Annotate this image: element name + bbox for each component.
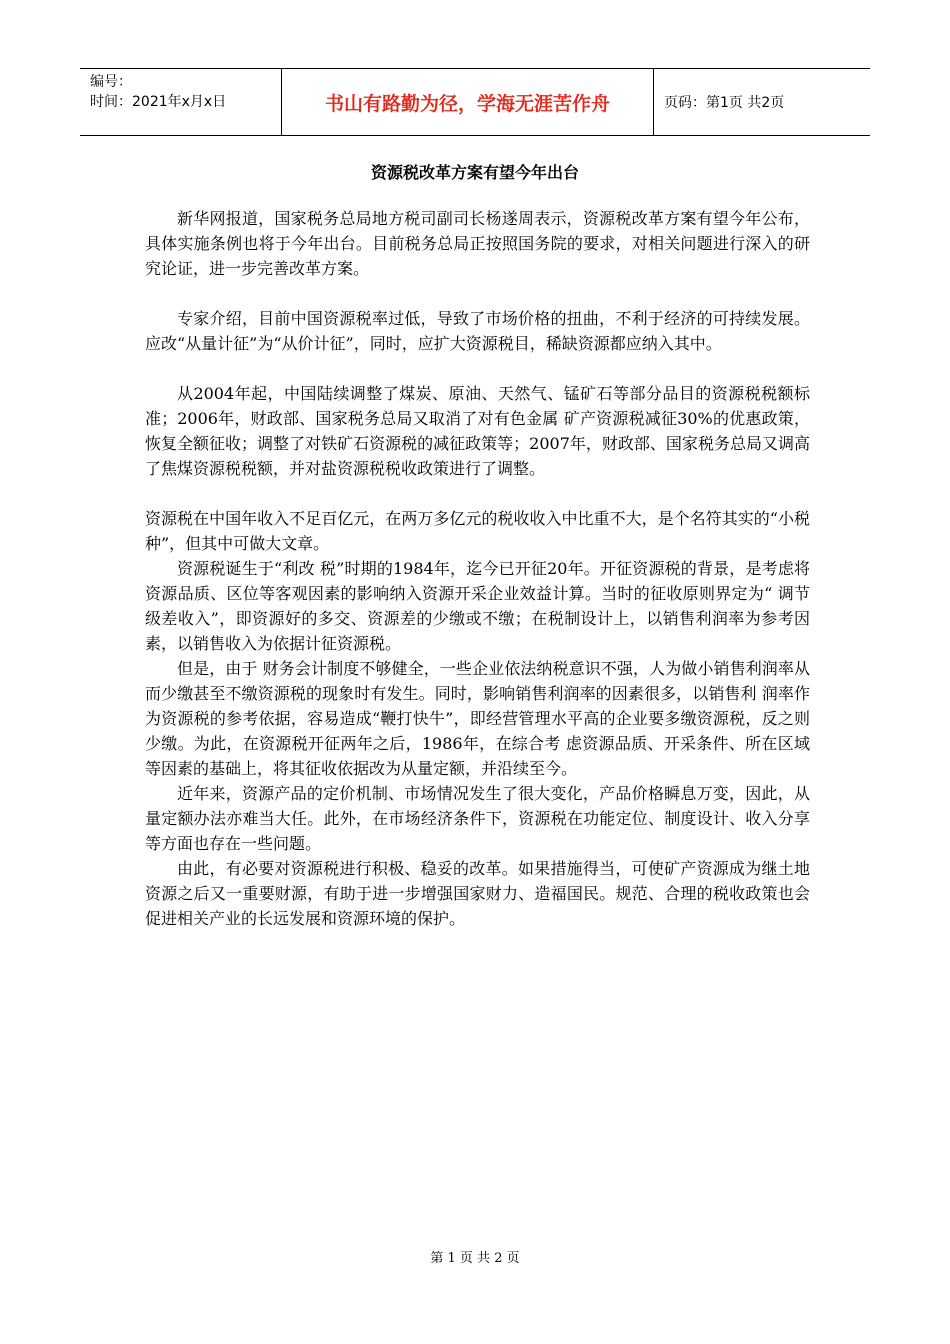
page-footer: 第 1 页 共 2 页: [430, 1251, 520, 1266]
paragraph: 专家介绍，目前中国资源税率过低，导致了市场价格的扭曲，不利于经济的可持续发展。应改“从量计征”为“从价计征”，同时，应扩大资源税目，稀缺资源都应纳入其中。: [145, 309, 810, 353]
header-motto: 书山有路勤为径，学海无涯苦作舟: [282, 69, 654, 135]
paragraph: 从2004年起，中国陆续调整了煤炭、原油、天然气、锰矿石等部分品目的资源税税额标准；2006年，财政部、国家税务总局又取消了对有色金属 矿产资源税减征30%的优惠政策，恢复全额征收；调整了对铁矿石资源税的减征政策等；2007年，财政部、国家税务总局又调高了焦煤资源税税额，并对盐资源税税收政策进行了调整。: [145, 384, 810, 478]
header-table: [80, 68, 870, 136]
paragraph: 新华网报道，国家税务总局地方税司副司长杨遂周表示，资源税改革方案有望今年公布，具体实施条例也将于今年出台。目前税务总局正按照国务院的要求，对相关问题进行深入的研究论证，进一步完善改革方案。: [145, 209, 810, 278]
header-info-cell: [80, 69, 282, 135]
paragraph: 资源税诞生于“利改 税”时期的1984年，迄今已开征20年。开征资源税的背景，是考虑将资源品质、区位等客观因素的影响纳入资源开采企业效益计算。当时的征收原则界定为“ 调节级差收入”，即资源好的多交、资源差的少缴或不缴；在税制设计上，以销售利润率为参考因素，以销售收入为依据计征资源税。: [145, 559, 810, 653]
header-page-label: 页码：第1页 共2页: [664, 95, 785, 111]
paragraph: 由此，有必要对资源税进行积极、稳妥的改革。如果措施得当，可使矿产资源成为继土地资源之后又一重要财源，有助于进一步增强国家财力、造福国民。规范、合理的税收政策也会促进相关产业的长远发展和资源环境的保护。: [145, 859, 810, 928]
date-label: 时间：2021年x月x日: [90, 94, 227, 110]
paragraph: 但是，由于 财务会计制度不够健全，一些企业依法纳税意识不强，人为做小销售利润率从而少缴甚至不缴资源税的现象时有发生。同时，影响销售利润率的因素很多，以销售利 润率作为资源税的参考依据，容易造成“鞭打快牛”，即经营管理水平高的企业要多缴资源税，反之则少缴。为此，在资源税开征两年之后，1986年，在综合考 虑资源品质、开采条件、所在区域等因素的基础上，将其征收依据改为从量定额，并沿续至今。: [145, 659, 810, 778]
document-body: [145, 206, 810, 931]
paragraph: 近年来，资源产品的定价机制、市场情况发生了很大变化，产品价格瞬息万变，因此，从量定额办法亦难当大任。此外，在市场经济条件下，资源税在功能定位、制度设计、收入分享等方面也存在一些问题。: [145, 784, 810, 853]
serial-label: 编号：: [90, 74, 132, 90]
paragraph: 资源税在中国年收入不足百亿元，在两万多亿元的税收收入中比重不大，是个名符其实的“小税种”，但其中可做大文章。: [145, 509, 810, 553]
document-title: 资源税改革方案有望今年出台: [370, 163, 579, 182]
